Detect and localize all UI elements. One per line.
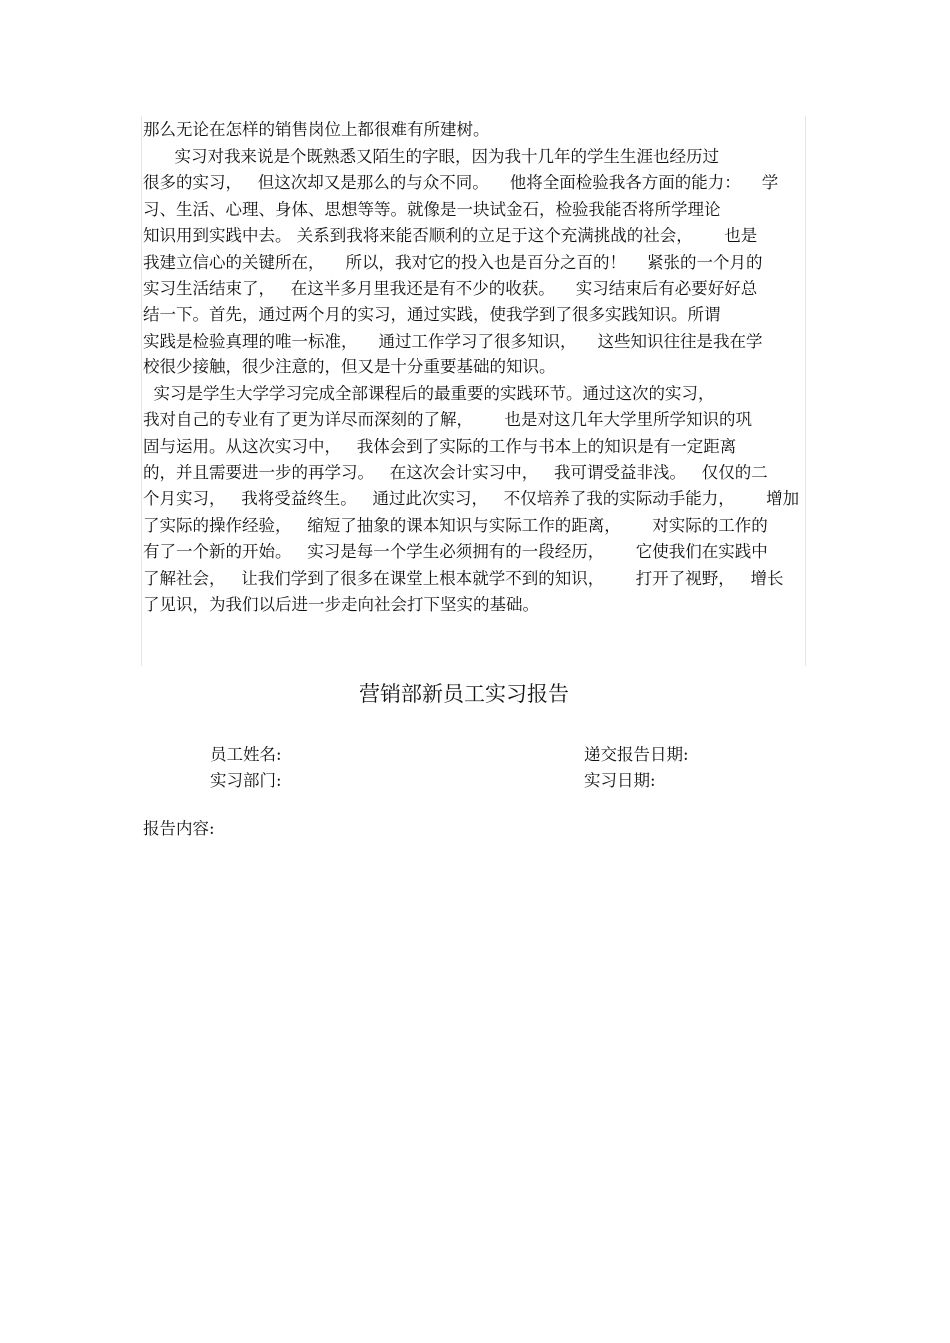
body-text-line: 习、生活、心理、身体、思想等等。就像是一块试金石，检验我能否将所学理论 xyxy=(143,200,721,219)
body-text-line: 了见识，为我们以后进一步走向社会打下坚实的基础。 xyxy=(143,595,539,614)
report-title: 营销部新员工实习报告 xyxy=(359,682,569,706)
department-label: 实习部门: xyxy=(210,771,282,790)
body-text-line: 个月实习， 我将受益终生。 通过此次实习， 不仅培养了我的实际动手能力， 增加 xyxy=(143,489,800,508)
submit-date-label: 递交报告日期: xyxy=(584,745,689,764)
body-text-line: 有了一个新的开始。 实习是每一个学生必须拥有的一段经历， 它使我们在实践中 xyxy=(143,542,768,561)
body-text-line: 我建立信心的关键所在， 所以，我对它的投入也是百分之百的！ 紧张的一个月的 xyxy=(143,253,763,272)
report-content-label: 报告内容: xyxy=(143,819,215,838)
body-text-line: 固与运用。从这次实习中， 我体会到了实际的工作与书本上的知识是有一定距离 xyxy=(143,437,737,456)
body-text-line: 了解社会， 让我们学到了很多在课堂上根本就学不到的知识， 打开了视野， 增长 xyxy=(143,569,784,588)
body-text-line: 知识用到实践中去。 关系到我将来能否顺利的立足于这个充满挑战的社会， 也是 xyxy=(143,226,758,245)
body-text-line: 实践是检验真理的唯一标准， 通过工作学习了很多知识， 这些知识往往是我在学 xyxy=(143,332,763,351)
body-text-line: 那么无论在怎样的销售岗位上都很难有所建树。 xyxy=(143,120,490,139)
body-text-line: 结一下。首先，通过两个月的实习，通过实践，使我学到了很多实践知识。所谓 xyxy=(143,305,721,324)
body-text-line: 校很少接触，很少注意的，但又是十分重要基础的知识。 xyxy=(143,357,556,376)
body-text-line: 实习是学生大学学习完成全部课程后的最重要的实践环节。通过这次的实习， xyxy=(143,384,715,403)
body-text-line: 实习对我来说是个既熟悉又陌生的字眼，因为我十几年的学生生涯也经历过 xyxy=(143,147,719,166)
employee-name-label: 员工姓名: xyxy=(210,745,282,764)
body-text-line: 很多的实习， 但这次却又是那么的与众不同。 他将全面检验我各方面的能力： 学 xyxy=(143,173,779,192)
body-text-line: 的，并且需要进一步的再学习。 在这次会计实习中， 我可谓受益非浅。 仅仅的二 xyxy=(143,463,768,482)
body-text-line: 了实际的操作经验， 缩短了抽象的课本知识与实际工作的距离， 对实际的工作的 xyxy=(143,516,768,535)
body-text-line: 实习生活结束了， 在这半多月里我还是有不少的收获。 实习结束后有必要好好总 xyxy=(143,279,758,298)
body-text-line: 我对自己的专业有了更为详尽而深刻的了解， 也是对这几年大学里所学知识的巩 xyxy=(143,410,752,429)
intern-date-label: 实习日期: xyxy=(584,771,656,790)
